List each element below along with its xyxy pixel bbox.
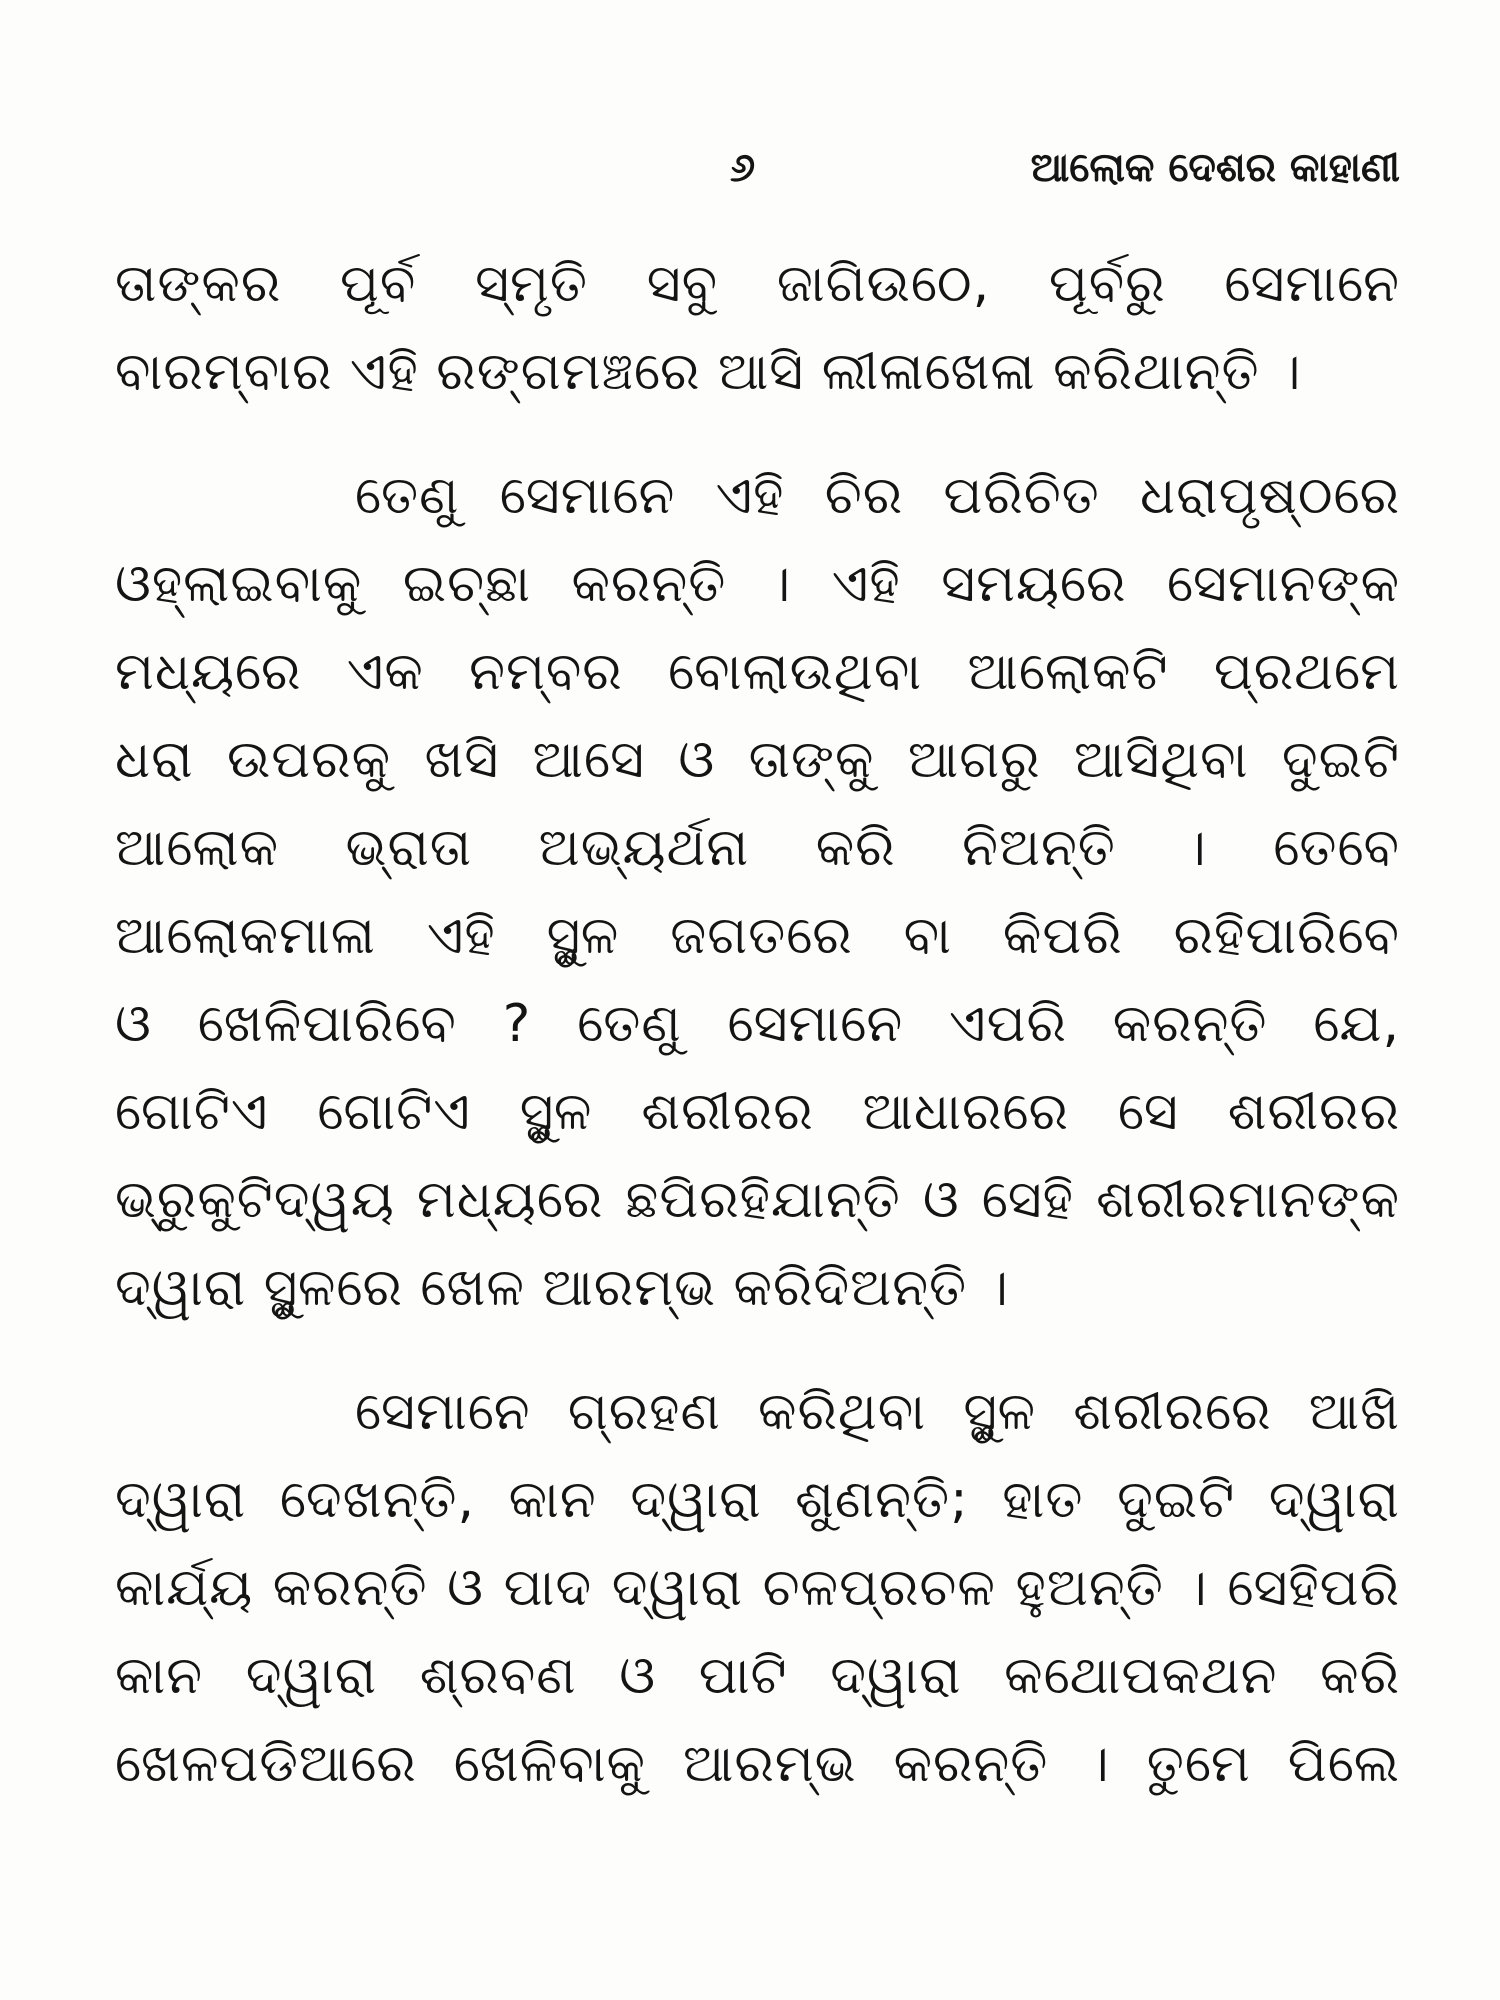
text-line: ଓହ୍ଲାଇବାକୁ ଇଚ୍ଛା କରନ୍ତି । ଏହି ସମୟରେ ସେମାନଙ୍କ <box>115 554 1400 614</box>
book-title: ଆଲୋକ ଦେଶର କାହାଣୀ <box>1030 145 1400 191</box>
text-line: ଆଲୋକମାଳା ଏହି ସ୍ଥୁଳ ଜଗତରେ ବା କିପରି ରହିପାରିବେ <box>115 906 1400 966</box>
text-line: ଗୋଟିଏ ଗୋଟିଏ ସ୍ଥୁଳ ଶରୀରର ଆଧାରରେ ସେ ଶରୀରର <box>115 1082 1400 1142</box>
text-line: ଓ ଖେଳିପାରିବେ ? ତେଣୁ ସେମାନେ ଏପରି କରନ୍ତି ଯେ, <box>115 994 1400 1054</box>
paragraph-2 <box>115 452 1400 1332</box>
text-line: ଆଲୋକ ଭ୍ରାତା ଅଭ୍ୟର୍ଥନା କରି ନିଅନ୍ତି । ତେବେ <box>115 818 1400 878</box>
text-line: ଧରା ଉପରକୁ ଖସି ଆସେ ଓ ତାଙ୍କୁ ଆଗରୁ ଆସିଥିବା ଦୁଇଟି <box>115 730 1400 790</box>
body-text <box>115 240 1400 1808</box>
running-header <box>115 138 1400 198</box>
text-line: ଦ୍ୱାରା ଦେଖନ୍ତି, କାନ ଦ୍ୱାରା ଶୁଣନ୍ତି; ହାତ ଦୁଇଟି ଦ୍ୱାରା <box>115 1470 1400 1530</box>
page-number: ୬ <box>730 145 756 191</box>
text-line: ସେମାନେ ଗ୍ରହଣ କରିଥିବା ସ୍ଥୁଳ ଶରୀରରେ ଆଖି <box>355 1382 1400 1442</box>
text-line: ଖେଳପଡିଆରେ ଖେଳିବାକୁ ଆରମ୍ଭ କରନ୍ତି । ତୁମେ ପିଲେ <box>115 1734 1400 1794</box>
paragraph-gap <box>115 416 1400 452</box>
text-line: କାନ ଦ୍ୱାରା ଶ୍ରବଣ ଓ ପାଟି ଦ୍ୱାରା କଥୋପକଥନ କରି <box>115 1646 1400 1706</box>
text-line: ମଧ୍ୟରେ ଏକ ନମ୍ବର ବୋଲାଉଥିବା ଆଲୋକଟି ପ୍ରଥମେ <box>115 642 1400 702</box>
paragraph-1 <box>115 240 1400 416</box>
text-line: ତେଣୁ ସେମାନେ ଏହି ଚିର ପରିଚିତ ଧରାପୃଷ୍ଠରେ <box>355 466 1400 526</box>
text-line: କାର୍ଯ୍ୟ କରନ୍ତି ଓ ପାଦ ଦ୍ୱାରା ଚଳପ୍ରଚଳ ହୁଅନ୍ତି । ସେହିପରି <box>115 1558 1400 1618</box>
paragraph-gap <box>115 1332 1400 1368</box>
text-line: ବାରମ୍ବାର ଏହି ରଙ୍ଗମଞ୍ଚରେ ଆସି ଲୀଳାଖେଳା କରିଥାନ୍ତି । <box>115 342 1302 402</box>
text-line: ଭ୍ରୁକୁଟିଦ୍ୱୟ ମଧ୍ୟରେ ଛପିରହିଯାନ୍ତି ଓ ସେହି ଶରୀରମାନଙ୍କ <box>115 1170 1400 1230</box>
text-line: ତାଙ୍କର ପୂର୍ବ ସ୍ମୃତି ସବୁ ଜାଗିଉଠେ, ପୂର୍ବରୁ ସେମାନେ <box>115 254 1400 314</box>
text-line: ଦ୍ୱାରା ସ୍ଥୁଳରେ ଖେଳ ଆରମ୍ଭ କରିଦିଅନ୍ତି । <box>115 1258 1010 1318</box>
paragraph-3 <box>115 1368 1400 1808</box>
